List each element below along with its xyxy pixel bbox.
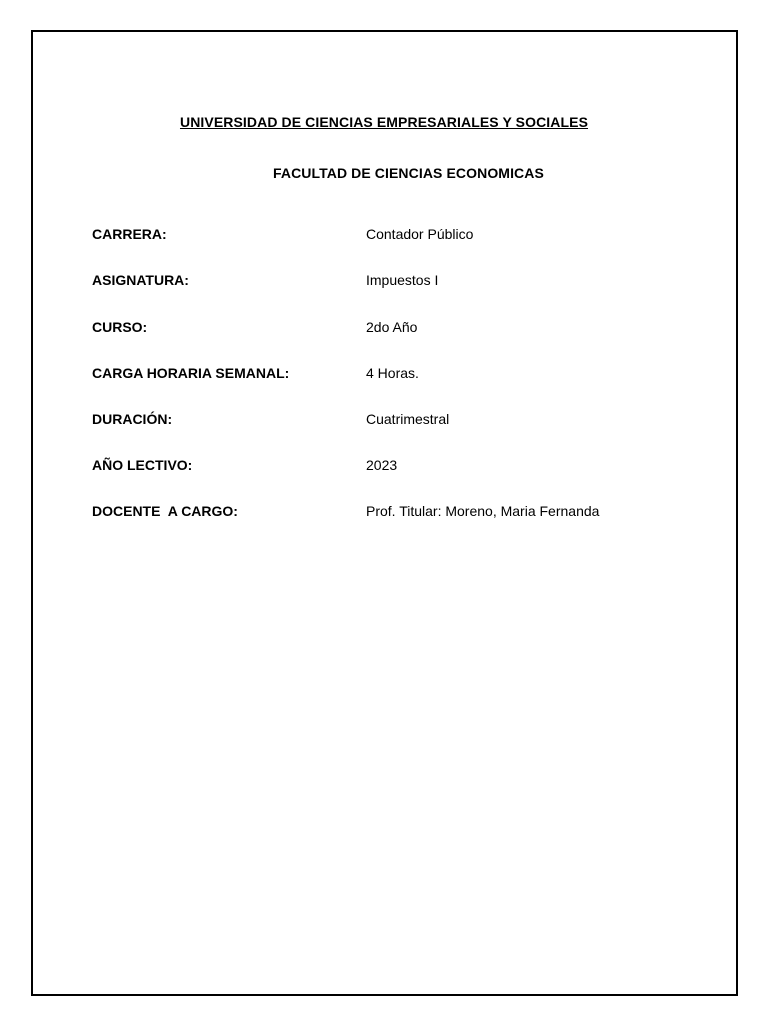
- field-row-curso: [92, 319, 712, 337]
- field-row-duracion: [92, 411, 712, 429]
- field-value: Contador Público: [366, 226, 474, 242]
- field-value: Impuestos I: [366, 272, 439, 288]
- field-label: AÑO LECTIVO:: [92, 457, 193, 473]
- field-value: Cuatrimestral: [366, 411, 450, 427]
- field-value: 2do Año: [366, 319, 418, 335]
- field-label: CURSO:: [92, 319, 148, 335]
- field-value: 4 Horas.: [366, 365, 419, 381]
- field-label: DURACIÓN:: [92, 411, 173, 427]
- field-label: ASIGNATURA:: [92, 272, 189, 288]
- field-row-ano-lectivo: [92, 457, 712, 475]
- field-label: CARRERA:: [92, 226, 167, 242]
- faculty-title: FACULTAD DE CIENCIAS ECONOMICAS: [273, 165, 544, 181]
- field-value: 2023: [366, 457, 398, 473]
- field-row-asignatura: [92, 272, 712, 290]
- field-row-carrera: [92, 226, 712, 244]
- field-label: DOCENTE A CARGO:: [92, 503, 238, 519]
- field-label: CARGA HORARIA SEMANAL:: [92, 365, 290, 381]
- field-row-carga-horaria: [92, 365, 712, 383]
- field-value: Prof. Titular: Moreno, Maria Fernanda: [366, 503, 600, 519]
- university-title: UNIVERSIDAD DE CIENCIAS EMPRESARIALES Y SOCIALES: [179, 114, 589, 130]
- field-row-docente: [92, 503, 712, 521]
